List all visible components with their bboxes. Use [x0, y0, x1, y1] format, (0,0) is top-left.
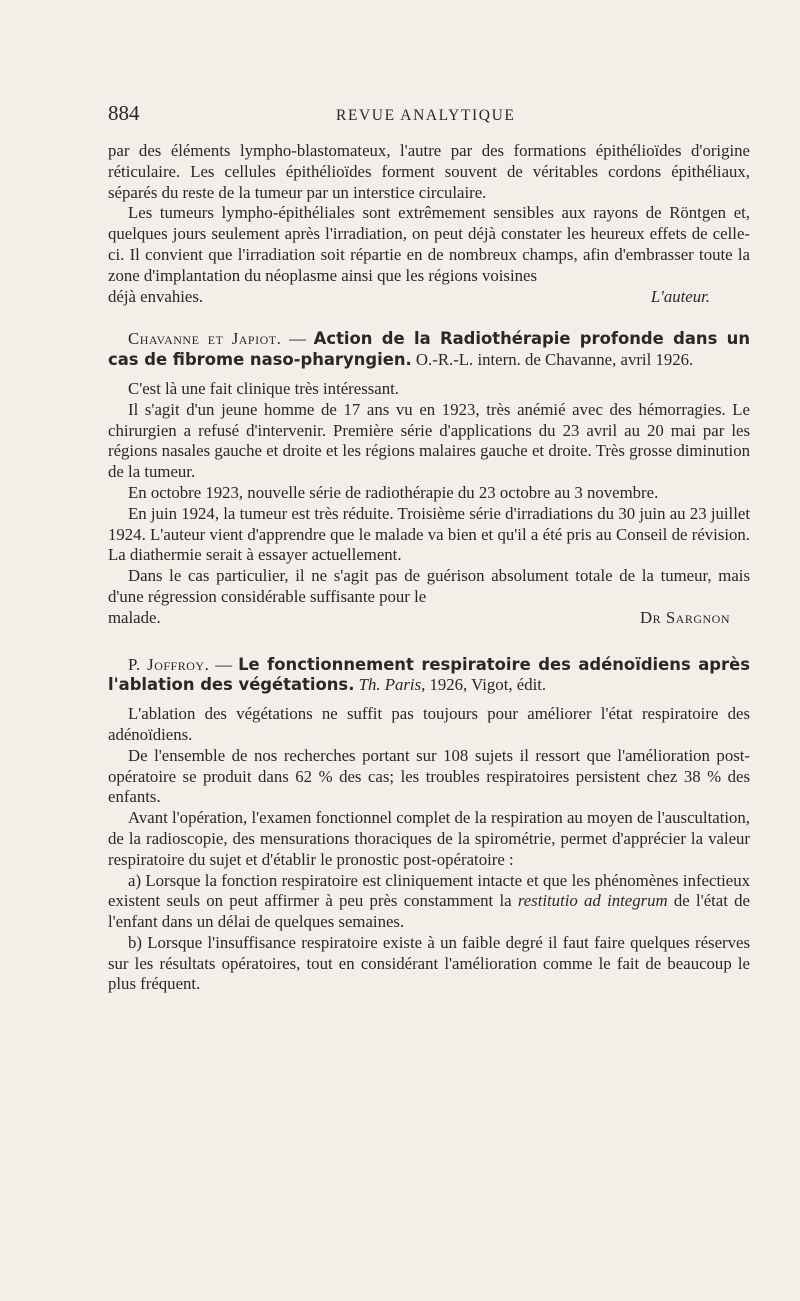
running-header	[108, 101, 748, 131]
paragraph: Dans le cas particulier, il ne s'agit pas de guérison absolument totale de la tumeur, mais d'une régression considérable suffisante pour le	[108, 566, 750, 606]
paragraph: De l'ensemble de nos recherches portant sur 108 sujets il ressort que l'amélioration post-opératoire se produit dans 62 % des cas; les troubles respiratoires persistent chez 38 % des enfants.	[108, 745, 750, 807]
article-source: O.-R.-L. intern. de Chavanne, avril 1926.	[411, 350, 694, 370]
paragraph: Il s'agit d'un jeune homme de 17 ans vu en 1923, très anémié avec des hémorragies. Le chirurgien a refusé d'intervenir. Première série d'applications du 23 avril au 20 mai par les régions nasales gauche et droite et les régions malaires gauche et droite. Très grosse diminution de la tumeur.	[108, 399, 750, 482]
article-title: Action de la Radiothérapie profonde dans un cas de fibrome naso-pharyngien.	[108, 329, 750, 370]
article-heading	[108, 655, 750, 697]
article-authors: Chavanne et Japiot.	[128, 329, 282, 349]
paragraph: En juin 1924, la tumeur est très réduite. Troisième série d'irradiations du 30 juin au 23 juillet 1924. L'auteur vient d'apprendre que le malade va bien et qu'il a été pris au Conseil de révision. La diathermie serait à essayer actuellement.	[108, 503, 750, 565]
continuation-paragraph: par des éléments lympho-blastomateux, l'autre par des formations épithélioïdes d'origine réticulaire. Les cellules épithélioïdes forment souvent de véritables cordons épithéliaux, séparés du reste de la tumeur par un interstice circulaire.	[108, 141, 750, 202]
page-number: 884	[108, 101, 140, 125]
paragraph: b) Lorsque l'insuffisance respiratoire existe à un faible degré il faut faire quelques réserves sur les résultats opératoires, tout en considérant l'amélioration comme le fait de beaucoup le plus fréquent.	[108, 932, 750, 994]
paragraph: Avant l'opération, l'examen fonctionnel complet de la respiration au moyen de l'auscultation, de la radioscopie, des mensurations thoraciques de la spirométrie, permet d'apprécier la valeur respiratoire du sujet et d'établir le pronostic post-opératoire :	[108, 808, 750, 869]
text-run: de l'état de l'enfant dans un délai de quelques semaines.	[108, 891, 751, 932]
article-joffroy	[108, 655, 750, 996]
closing-line	[108, 287, 750, 308]
paragraph: L'ablation des végétations ne suffit pas toujours pour améliorer l'état respiratoire des adénoïdiens.	[108, 704, 750, 744]
paragraph: Les tumeurs lympho-épithéliales sont extrêmement sensibles aux rayons de Röntgen et, quelques jours seulement après l'irradiation, on peut déjà constater les heureux effets de celle-ci. Il convient que l'irradiation soit répartie en de nombreux champs, afin d'embrasser toute la zone d'implantation du néoplasme ainsi que les régions voisines	[108, 203, 750, 285]
page-body	[108, 141, 750, 995]
article-heading	[108, 329, 750, 371]
latin-phrase: restitutio ad integrum	[517, 891, 668, 911]
paragraph	[108, 871, 750, 933]
paragraph: En octobre 1923, nouvelle série de radiothérapie du 23 octobre au 3 novembre.	[128, 482, 659, 502]
text-run: a) Lorsque la fonction respiratoire est cliniquement intacte et que les phénomènes infectieux existent seuls on peut affirmer à peu près constamment la	[108, 870, 750, 911]
article-source: 1926, Vigot, édit.	[425, 675, 547, 695]
article-source-thesis: Th. Paris,	[354, 675, 426, 695]
running-title: REVUE ANALYTIQUE	[336, 107, 516, 124]
paragraph: C'est là une fait clinique très intéressant.	[128, 378, 399, 398]
author-signature: L'auteur.	[650, 286, 710, 306]
paragraph-end: malade.	[108, 607, 161, 627]
article-chavanne	[108, 329, 750, 628]
spacer	[108, 696, 750, 704]
paragraph-end: déjà envahies.	[108, 286, 204, 306]
dash: —	[209, 654, 239, 674]
spacer	[108, 371, 750, 379]
reviewer-signature: Dr Sargnon	[640, 607, 730, 627]
dash: —	[281, 329, 314, 349]
article-title: Le fonctionnement respiratoire des adénoïdiens après l'ablation des végétations.	[108, 654, 750, 695]
closing-line	[108, 608, 750, 629]
article-authors: P. Joffroy.	[128, 654, 210, 674]
